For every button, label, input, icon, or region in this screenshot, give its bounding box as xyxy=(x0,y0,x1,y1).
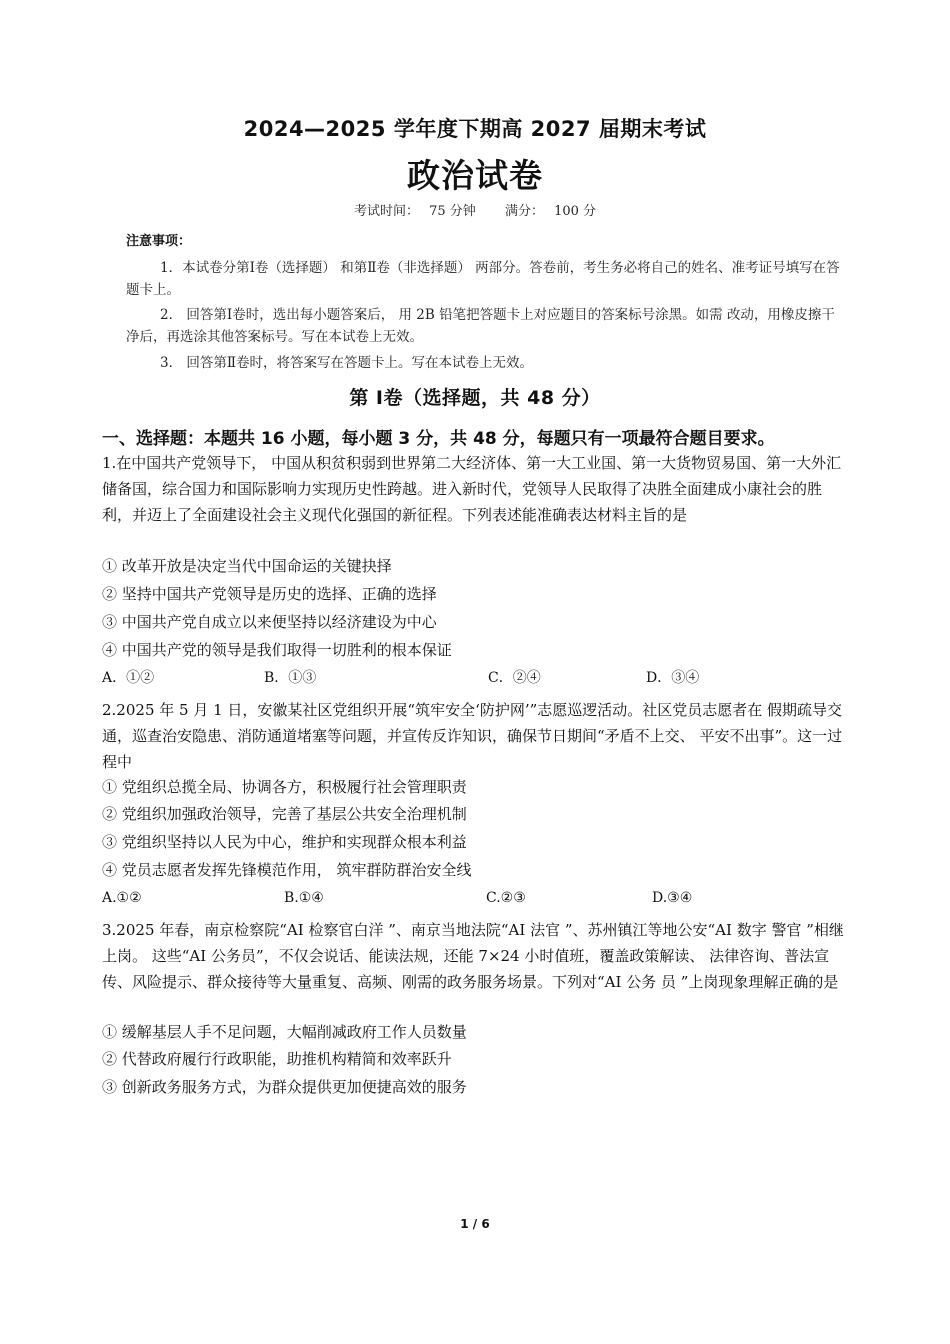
question-1-option: ① 改革开放是决定当代中国命运的关键抉择 xyxy=(102,557,392,575)
choice-b: B.①④ xyxy=(284,890,324,906)
question-3-stem: 3.2025 年春，南京检察院“AI 检察官白洋 ”、南京当地法院“AI 法官 ”、苏州镇江等地公安“AI 数字 警官 ”相继上岗。 这些“AI 公务员”，不仅会说话、能读法规，还能 7×24 小时值班，覆盖政策解读、 法律咨询、普法宣传、风险提示、群众接待等大量重复、高频、刚需的政务服务场景。下列对“AI 公务 员 ”上岗现象理解正确的是 xyxy=(102,921,844,991)
question-1-option: ④ 中国共产党的领导是我们取得一切胜利的根本保证 xyxy=(102,641,452,659)
question-2-option: ② 党组织加强政治领导，完善了基层公共安全治理机制 xyxy=(102,805,467,823)
question-2-option: ③ 党组织坚持以人民为中心，维护和实现群众根本利益 xyxy=(102,833,467,851)
choice-c: C.②③ xyxy=(486,890,526,906)
exam-time-label: 考试时间： xyxy=(353,204,419,219)
exam-info xyxy=(0,200,950,219)
notice-item: 2． 回答第Ⅰ卷时，选出每小题答案后， 用 2B 铅笔把答题卡上对应题目的答案标号涂黑。如需 改动，用橡皮擦干净后，再选涂其他答案标号。写在本试卷上无效。 xyxy=(126,307,835,345)
question-1-option: ② 坚持中国共产党领导是历史的选择、正确的选择 xyxy=(102,585,437,603)
exam-subtitle: 2024—2025 学年度下期高 2027 届期末考试 xyxy=(243,117,707,141)
notice-title: 注意事项： xyxy=(126,234,192,249)
exam-time-value: 75 分钟 xyxy=(429,204,476,219)
question-1-option: ③ 中国共产党自成立以来便坚持以经济建设为中心 xyxy=(102,613,437,631)
choice-a: A.①② xyxy=(102,890,142,906)
choice-d: D．③④ xyxy=(646,670,700,686)
choice-c: C．②④ xyxy=(488,670,541,686)
page-number: 1 / 6 xyxy=(460,1217,490,1231)
part-heading: 一、选择题：本题共 16 小题，每小题 3 分，共 48 分，每题只有一项最符合题目要求。 xyxy=(102,429,775,449)
full-score-value: 100 分 xyxy=(554,204,597,219)
full-score-label: 满分： xyxy=(504,204,544,219)
question-3-option: ① 缓解基层人手不足问题，大幅削减政府工作人员数量 xyxy=(102,1023,467,1041)
section-heading: 第 Ⅰ卷（选择题，共 48 分） xyxy=(349,387,601,409)
page-title: 政治试卷 xyxy=(407,156,543,195)
question-3-option: ③ 创新政务服务方式，为群众提供更加便捷高效的服务 xyxy=(102,1078,467,1096)
choice-d: D.③④ xyxy=(652,890,693,906)
question-2-stem: 2.2025 年 5 月 1 日，安徽某社区党组织开展“筑牢安全‘防护网’”志愿巡逻活动。社区党员志愿者在 假期疏导交通，巡查治安隐患、消防通道堵塞等问题，并宣传反诈知识，确保节日期间“矛盾不上交、 平安不出事”。这一过程中 xyxy=(102,701,843,771)
notice-item: 1．本试卷分第Ⅰ卷（选择题） 和第Ⅱ卷（非选择题） 两部分。答卷前，考生务必将自己的姓名、准考证号填写在答题卡上。 xyxy=(126,260,840,298)
choice-b: B．①③ xyxy=(264,670,317,686)
question-3-option: ② 代替政府履行行政职能，助推机构精简和效率跃升 xyxy=(102,1050,452,1068)
question-1-stem: 1.在中国共产党领导下， 中国从积贫积弱到世界第二大经济体、第一大工业国、第一大货物贸易国、第一大外汇储备国，综合国力和国际影响力实现历史性跨越。进入新时代，党领导人民取得了决胜全面建成小康社会的胜利，并迈上了全面建设社会主义现代化强国的新征程。下列表述能准确表达材料主旨的是 xyxy=(102,454,842,524)
question-2-option: ① 党组织总揽全局、协调各方，积极履行社会管理职责 xyxy=(102,778,467,796)
question-2-option: ④ 党员志愿者发挥先锋模范作用， 筑牢群防群治安全线 xyxy=(102,861,472,879)
notice-item: 3． 回答第Ⅱ卷时，将答案写在答题卡上。写在本试卷上无效。 xyxy=(160,355,534,371)
choice-a: A．①② xyxy=(102,670,155,686)
